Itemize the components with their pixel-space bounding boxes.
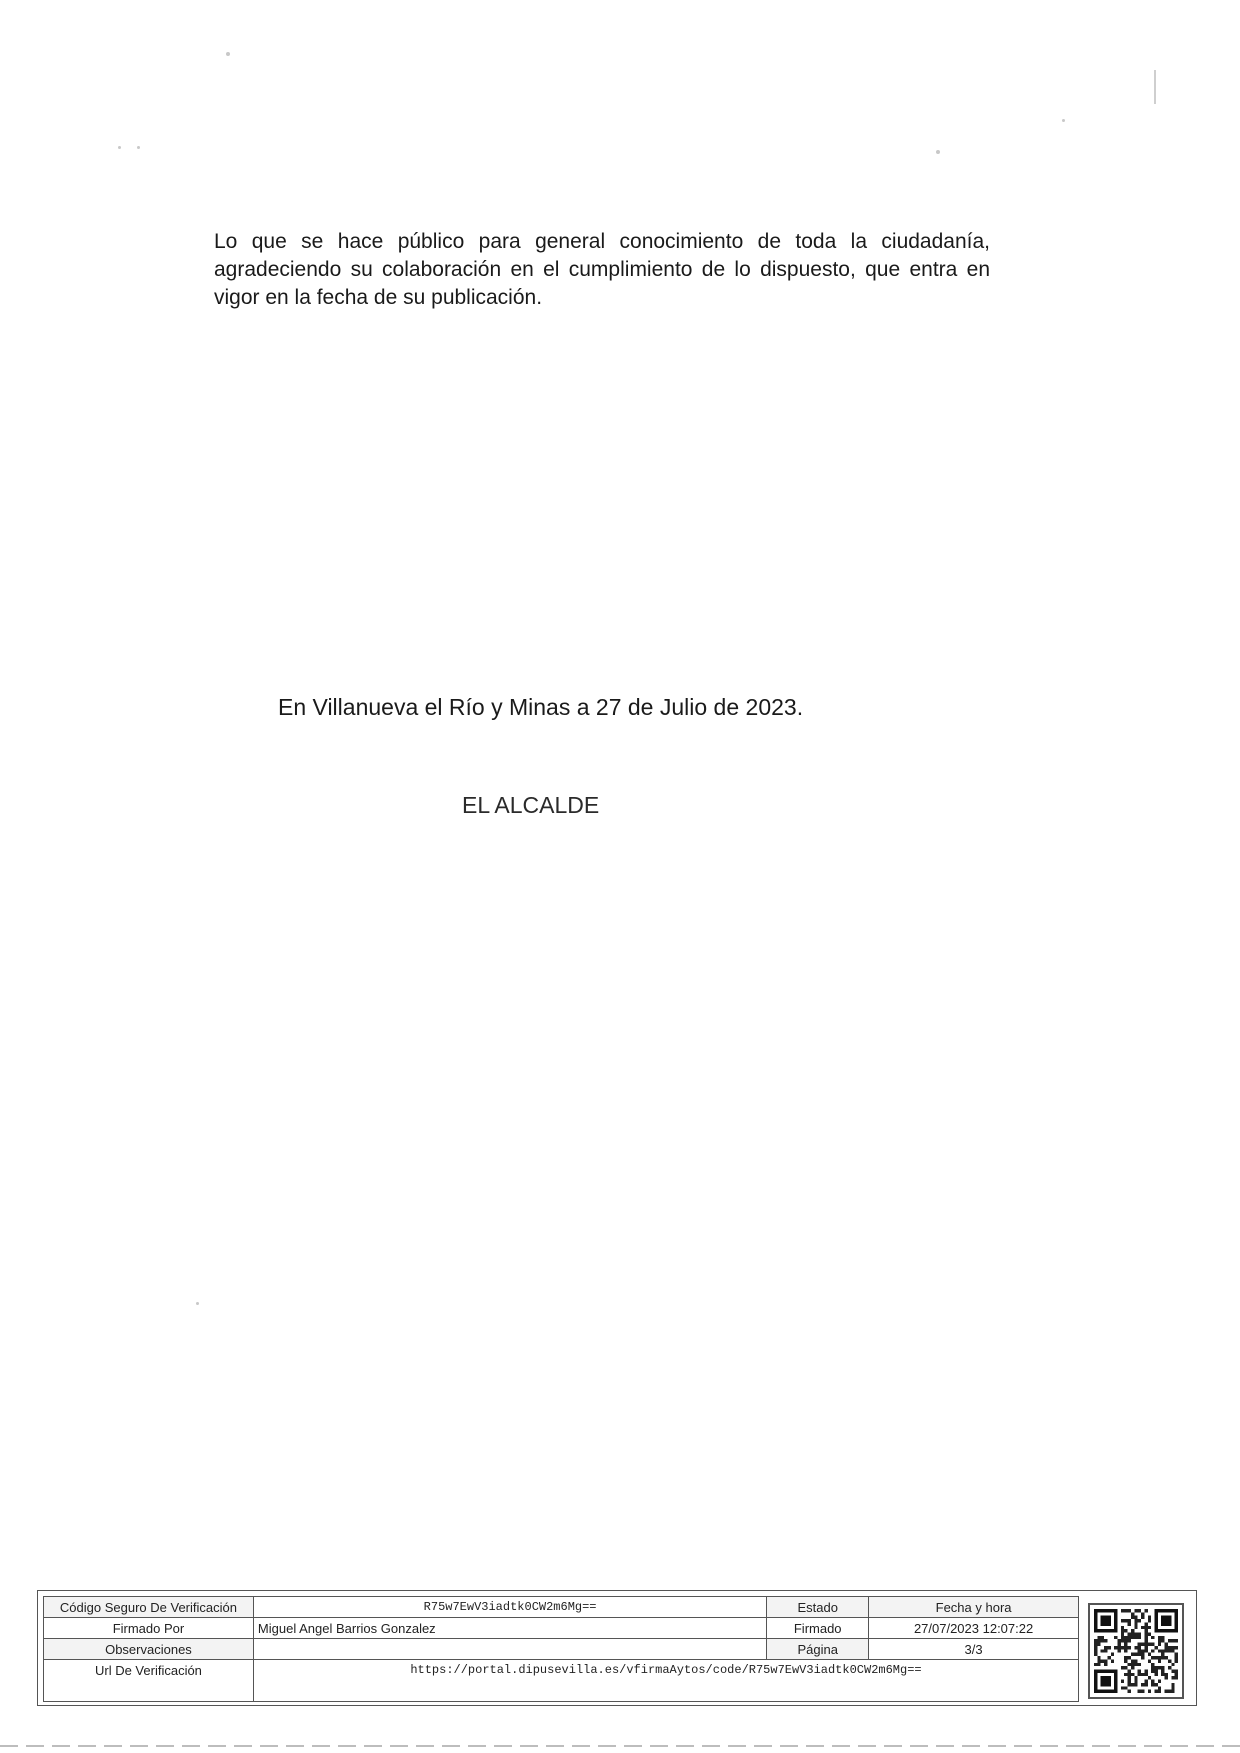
verification-table — [43, 1596, 1079, 1702]
signer-title: EL ALCALDE — [462, 792, 600, 818]
body-paragraph: Lo que se hace público para general conocimiento de toda la ciudadanía, agradeciendo su colaboración en el cumplimiento de lo dispuesto, que entra en vigor en la fecha de su publicación. — [214, 230, 990, 309]
csv-label: Código Seguro De Verificación — [44, 1597, 254, 1618]
pagina-label: Página — [767, 1639, 869, 1660]
fecha-value: 27/07/2023 12:07:22 — [869, 1618, 1079, 1639]
estado-label: Estado — [767, 1597, 869, 1618]
pagina-value: 3/3 — [869, 1639, 1079, 1660]
qr-code-graphic — [1094, 1609, 1178, 1693]
scan-bottom-edge — [0, 1745, 1240, 1747]
verification-url[interactable]: https://portal.dipusevilla.es/vfirmaAytos/code/R75w7EwV3iadtk0CW2m6Mg== — [253, 1660, 1078, 1702]
table-row — [44, 1639, 1079, 1660]
scan-speck — [137, 146, 140, 149]
scan-speck — [196, 1302, 199, 1305]
signature-verification-box — [37, 1590, 1197, 1706]
qr-code-icon[interactable] — [1088, 1603, 1184, 1699]
firmado-por-label: Firmado Por — [44, 1618, 254, 1639]
table-row — [44, 1618, 1079, 1639]
observaciones-value — [253, 1639, 766, 1660]
observaciones-label: Observaciones — [44, 1639, 254, 1660]
table-row — [44, 1660, 1079, 1702]
url-label: Url De Verificación — [44, 1660, 254, 1702]
firmado-por-value: Miguel Angel Barrios Gonzalez — [253, 1618, 766, 1639]
csv-value: R75w7EwV3iadtk0CW2m6Mg== — [253, 1597, 766, 1618]
scan-speck — [936, 150, 940, 154]
table-row — [44, 1597, 1079, 1618]
scan-line — [1154, 70, 1156, 104]
estado-value: Firmado — [767, 1618, 869, 1639]
fecha-label: Fecha y hora — [869, 1597, 1079, 1618]
scan-speck — [118, 146, 121, 149]
scan-speck — [1062, 119, 1065, 122]
place-and-date: En Villanueva el Río y Minas a 27 de Julio de 2023. — [278, 694, 804, 720]
scan-speck — [226, 52, 230, 56]
